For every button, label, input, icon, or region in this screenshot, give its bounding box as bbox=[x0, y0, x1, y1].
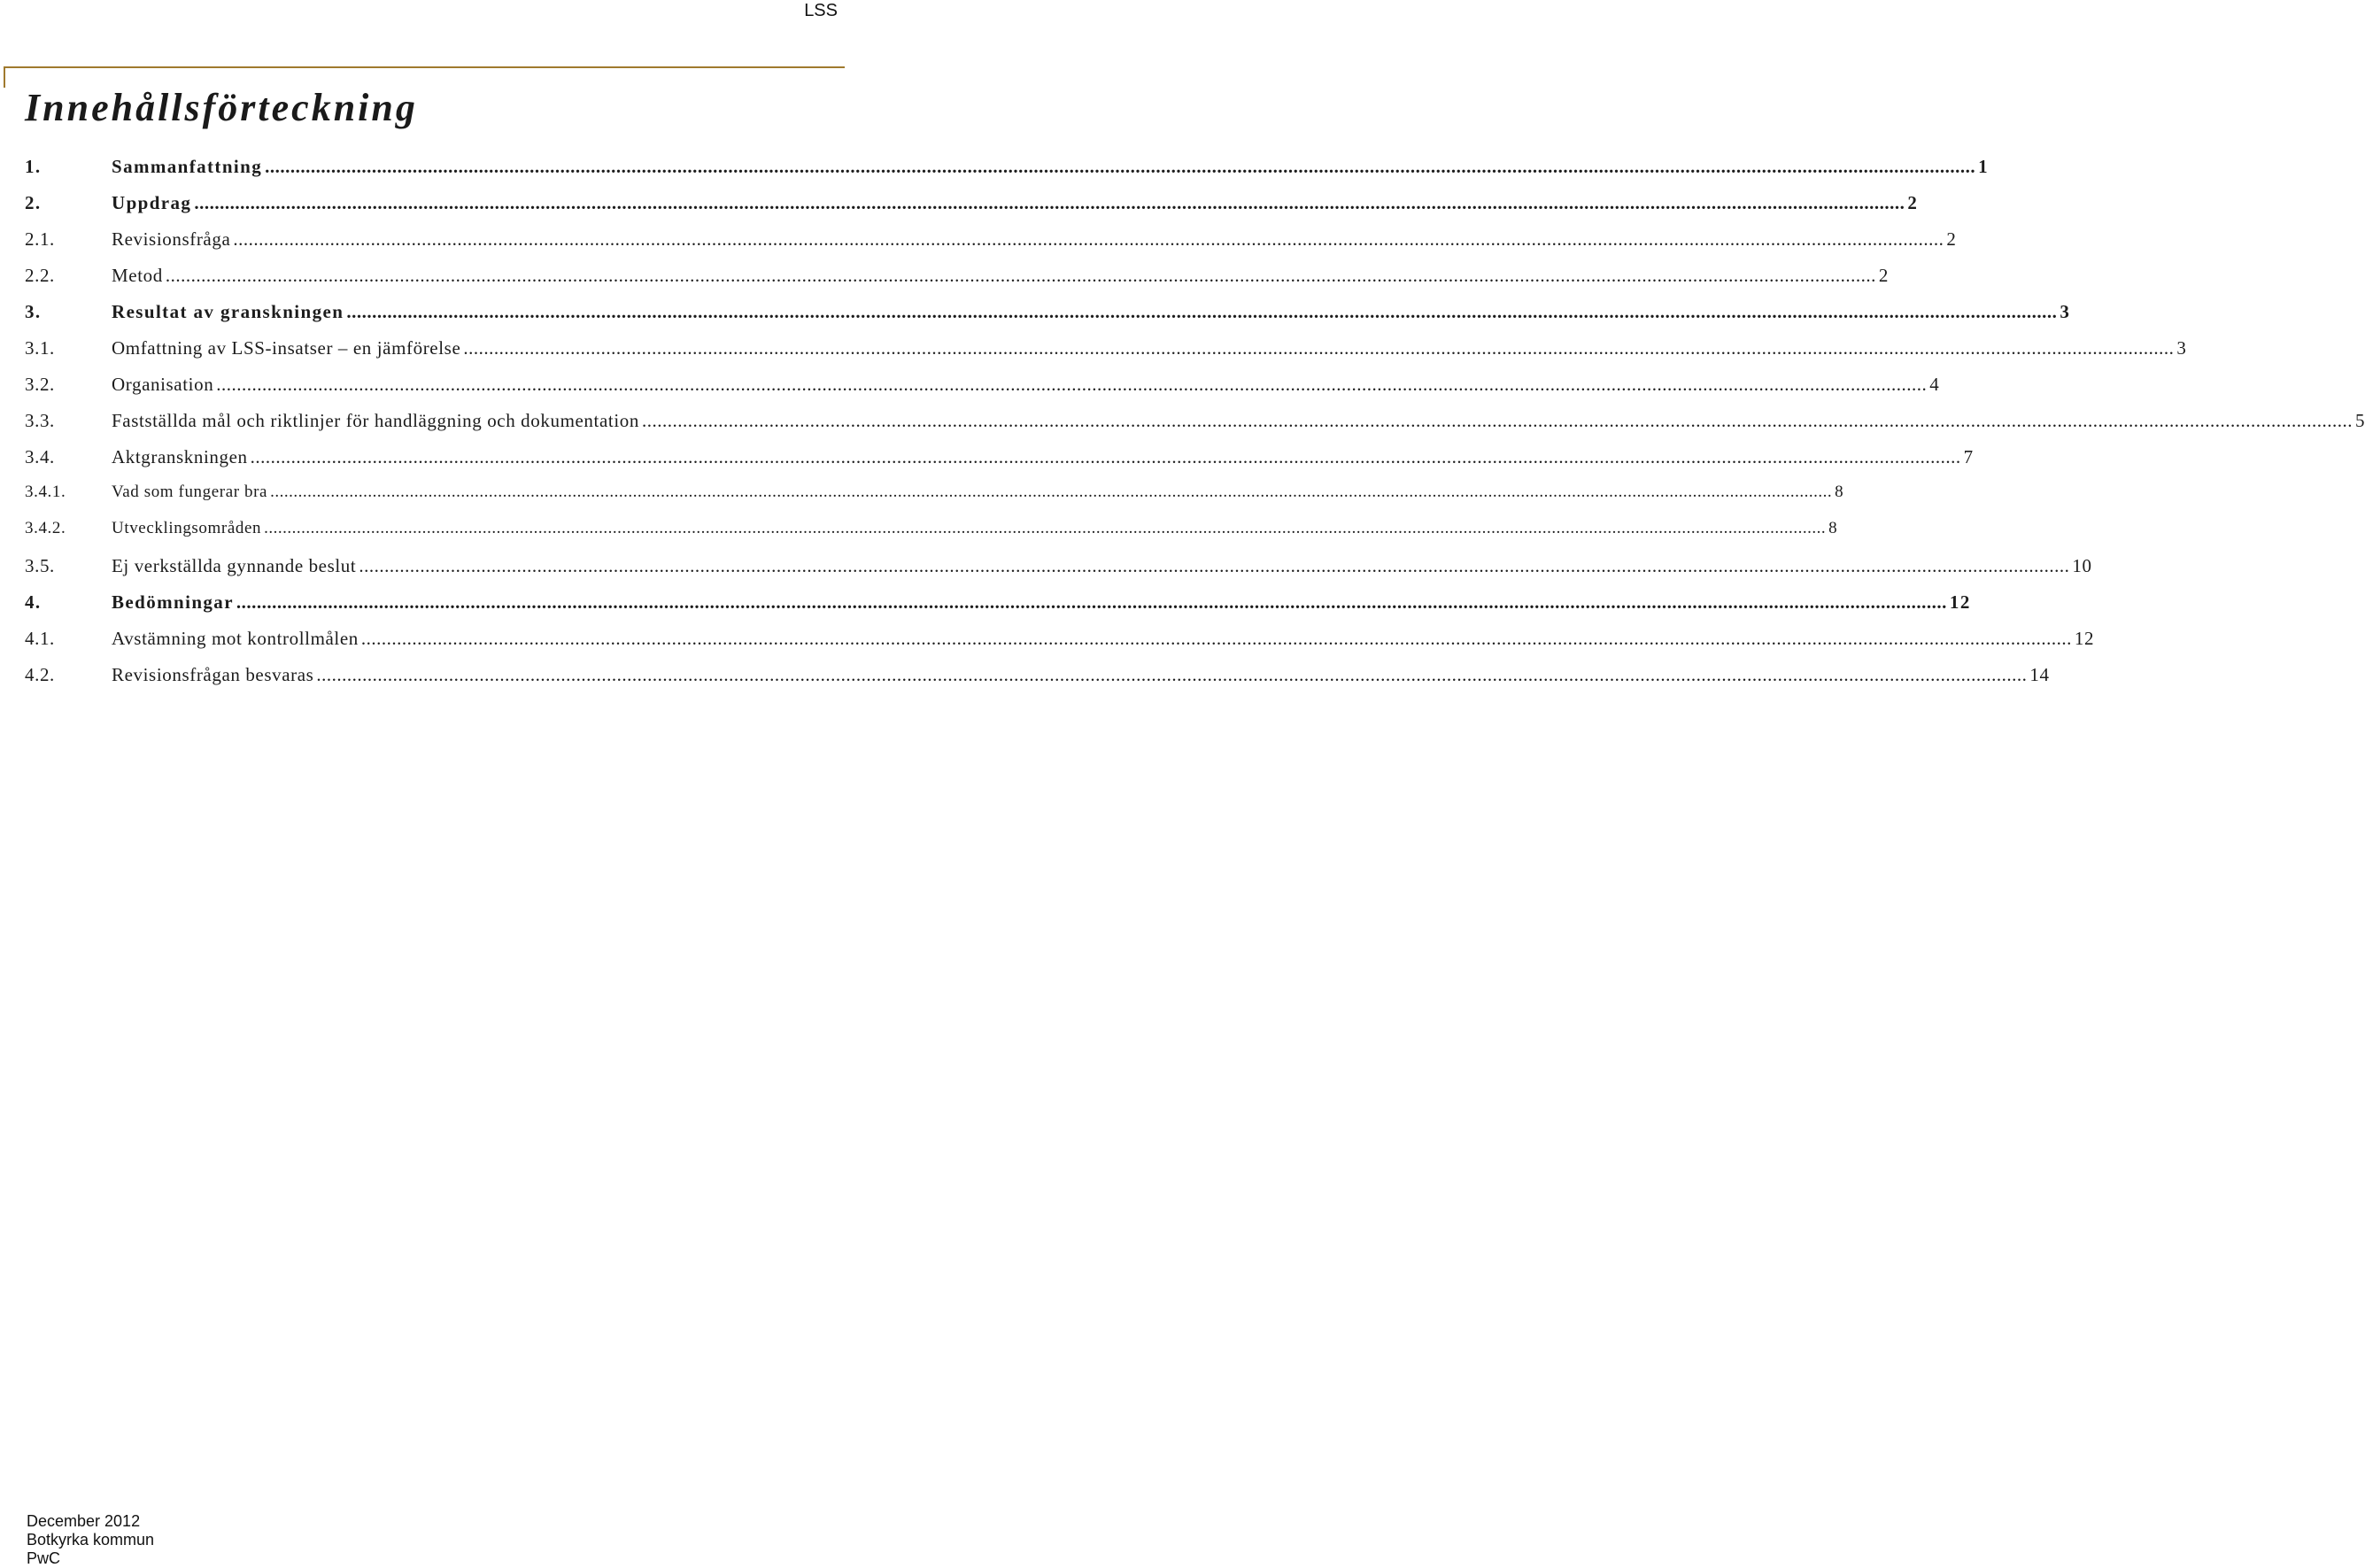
toc-entry-title: Organisation bbox=[112, 374, 214, 395]
toc-entry-page: 14 bbox=[2029, 664, 2050, 685]
toc-entry[interactable] bbox=[25, 664, 2050, 700]
toc-entry-page: 3 bbox=[2060, 301, 2071, 322]
toc-entry-number: 3.4.2. bbox=[25, 519, 66, 537]
toc-entry-page: 2 bbox=[1946, 228, 1957, 250]
toc-entry-title: Metod bbox=[112, 265, 163, 286]
toc-entry-page: 2 bbox=[1907, 192, 1919, 213]
toc-dot-leader bbox=[233, 228, 1944, 251]
toc-dot-leader bbox=[270, 483, 1832, 502]
toc-entry-page: 12 bbox=[2074, 628, 2095, 649]
toc-dot-leader bbox=[346, 301, 2057, 323]
toc-entry[interactable] bbox=[25, 156, 1990, 192]
toc-entry[interactable] bbox=[25, 192, 1919, 228]
toc-entry-title: Aktgranskningen bbox=[112, 446, 248, 467]
toc-entry-number: 3. bbox=[25, 301, 42, 322]
toc-entry-page: 8 bbox=[1828, 519, 1838, 537]
toc-entry-title: Sammanfattning bbox=[112, 156, 263, 177]
toc-dot-leader bbox=[216, 374, 1927, 396]
toc-dot-leader bbox=[316, 664, 2027, 686]
toc-dot-leader bbox=[264, 519, 1826, 538]
table-of-contents bbox=[25, 156, 2365, 700]
toc-entry-page: 3 bbox=[2176, 337, 2187, 359]
toc-dot-leader bbox=[265, 156, 1975, 178]
toc-entry[interactable] bbox=[25, 628, 2095, 664]
toc-entry-number: 3.4.1. bbox=[25, 483, 66, 501]
toc-entry-title: Uppdrag bbox=[112, 192, 192, 213]
toc-entry-number: 4. bbox=[25, 591, 42, 613]
toc-entry-page: 1 bbox=[1978, 156, 1990, 177]
toc-entry-title: Ej verkställda gynnande beslut bbox=[112, 555, 357, 576]
toc-entry-page: 2 bbox=[1878, 265, 1889, 286]
toc-entry-title: Omfattning av LSS-insatser – en jämförelse bbox=[112, 337, 461, 359]
toc-dot-leader bbox=[463, 337, 2174, 359]
toc-entry-page: 4 bbox=[1929, 374, 1940, 395]
toc-entry[interactable] bbox=[25, 337, 2187, 374]
toc-entry-page: 12 bbox=[1949, 591, 1971, 613]
toc-entry-number: 3.1. bbox=[25, 337, 55, 359]
toc-entry[interactable] bbox=[25, 374, 1940, 410]
header-rule bbox=[4, 66, 845, 68]
toc-dot-leader bbox=[359, 555, 2069, 577]
toc-entry[interactable] bbox=[25, 446, 1974, 483]
toc-entry[interactable] bbox=[25, 483, 1844, 519]
toc-entry-number: 1. bbox=[25, 156, 42, 177]
document-footer bbox=[27, 1512, 154, 1568]
toc-dot-leader bbox=[236, 591, 1947, 614]
footer-company: PwC bbox=[27, 1549, 61, 1567]
toc-dot-leader bbox=[251, 446, 1961, 468]
toc-entry-page: 8 bbox=[1835, 483, 1844, 501]
document-header-label: LSS bbox=[804, 1, 838, 20]
toc-entry-page: 7 bbox=[1963, 446, 1974, 467]
toc-entry-number: 3.3. bbox=[25, 410, 55, 431]
toc-entry[interactable] bbox=[25, 301, 2071, 337]
toc-entry-number: 2. bbox=[25, 192, 42, 213]
toc-entry[interactable] bbox=[25, 410, 2365, 446]
footer-organization: Botkyrka kommun bbox=[27, 1531, 155, 1549]
toc-entry-number: 3.4. bbox=[25, 446, 55, 467]
toc-entry-number: 2.1. bbox=[25, 228, 55, 250]
toc-entry[interactable] bbox=[25, 591, 1971, 628]
toc-entry-title: Revisionsfråga bbox=[112, 228, 231, 250]
toc-entry[interactable] bbox=[25, 228, 1957, 265]
toc-entry-title: Vad som fungerar bra bbox=[112, 483, 268, 501]
toc-entry-number: 3.5. bbox=[25, 555, 55, 576]
toc-entry[interactable] bbox=[25, 519, 1838, 555]
footer-date: December 2012 bbox=[27, 1512, 141, 1530]
toc-entry[interactable] bbox=[25, 265, 1889, 301]
toc-entry-number: 3.2. bbox=[25, 374, 55, 395]
toc-entry-title: Utvecklingsområden bbox=[112, 519, 262, 537]
toc-dot-leader bbox=[166, 265, 1876, 287]
toc-entry-number: 4.1. bbox=[25, 628, 55, 649]
toc-title: Innehållsförteckning bbox=[25, 86, 418, 129]
toc-entry-title: Fastställda mål och riktlinjer för handläggning och dokumentation bbox=[112, 410, 639, 431]
toc-entry-number: 4.2. bbox=[25, 664, 55, 685]
toc-entry-number: 2.2. bbox=[25, 265, 55, 286]
toc-dot-leader bbox=[361, 628, 2072, 650]
toc-entry-title: Resultat av granskningen bbox=[112, 301, 344, 322]
toc-dot-leader bbox=[642, 410, 2353, 432]
header-rule-tick bbox=[4, 66, 5, 88]
toc-entry-title: Revisionsfrågan besvaras bbox=[112, 664, 314, 685]
toc-entry-title: Avstämning mot kontrollmålen bbox=[112, 628, 359, 649]
toc-entry-page: 10 bbox=[2072, 555, 2092, 576]
toc-entry-page: 5 bbox=[2354, 410, 2365, 431]
toc-entry[interactable] bbox=[25, 555, 2092, 591]
toc-dot-leader bbox=[194, 192, 1905, 214]
toc-entry-title: Bedömningar bbox=[112, 591, 234, 613]
